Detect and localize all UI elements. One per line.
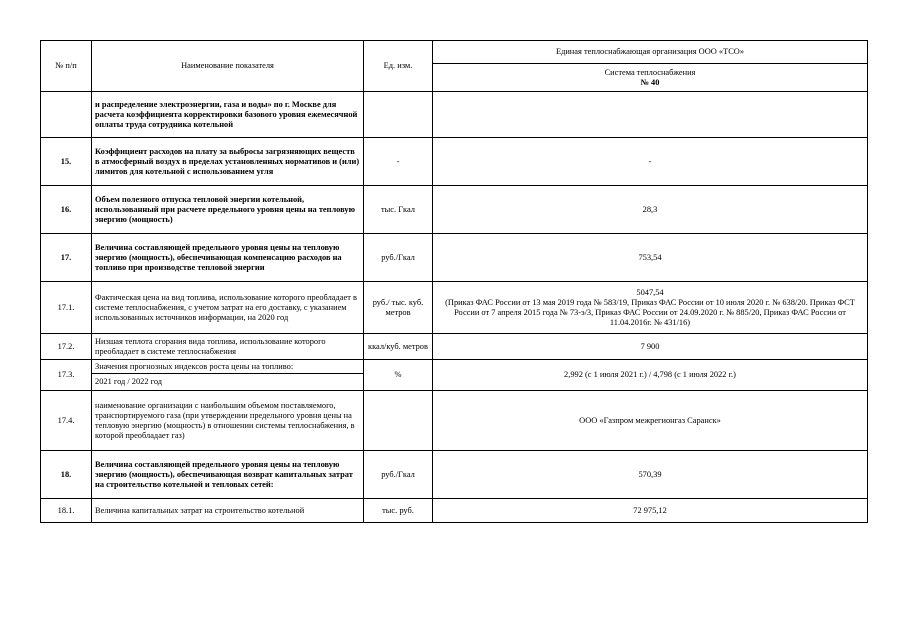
table-row bbox=[41, 334, 868, 360]
fuel-price-sources: (Приказ ФАС России от 13 мая 2019 года № 583/19, Приказ ФАС России от 10 июля 2020 г. № 638/20. Приказ ФСТ России от 7 апреля 2015 года № 73-э/3, Приказ ФАС России от 24.09.2020 г. № 885/20, Приказ ФАС России от 11.04.2016г. № 431/16) bbox=[445, 297, 855, 327]
row-value: ООО «Газпром межрегионгаз Саранск» bbox=[433, 391, 868, 451]
header-num: № п/п bbox=[41, 41, 92, 92]
row-name: Величина составляющей предельного уровня цены на тепловую энергию (мощность), обеспечивающая возврат капитальных затрат на строительство котельной и тепловых сетей: bbox=[92, 451, 364, 499]
row-name: Фактическая цена на вид топлива, использование которого преобладает в системе теплоснабжения, с учетом затрат на его доставку, с указанием использованных источников информации, на 2020 год bbox=[92, 282, 364, 334]
row-num: 17.2. bbox=[41, 334, 92, 360]
row-num bbox=[41, 92, 92, 138]
row-unit bbox=[364, 391, 433, 451]
header-name: Наименование показателя bbox=[92, 41, 364, 92]
row-num: 17.4. bbox=[41, 391, 92, 451]
row-value: 28,3 bbox=[433, 186, 868, 234]
row-name: Низшая теплота сгорания вида топлива, использование которого преобладает в системе теплоснабжения bbox=[92, 334, 364, 360]
table-row bbox=[41, 92, 868, 138]
row-unit: - bbox=[364, 138, 433, 186]
row-name-years: 2021 год / 2022 год bbox=[92, 374, 364, 391]
row-unit: руб./ тыс. куб. метров bbox=[364, 282, 433, 334]
table-row bbox=[41, 499, 868, 523]
row-value bbox=[433, 282, 868, 334]
row-name: Величина составляющей предельного уровня цены на тепловую энергию (мощность), обеспечивающая компенсацию расходов на топливо при производстве тепловой энергии bbox=[92, 234, 364, 282]
row-value: - bbox=[433, 138, 868, 186]
row-num: 17.3. bbox=[41, 360, 92, 391]
row-num: 15. bbox=[41, 138, 92, 186]
row-unit: тыс. Гкал bbox=[364, 186, 433, 234]
row-num: 16. bbox=[41, 186, 92, 234]
row-name: и распределение электроэнергии, газа и воды» по г. Москве для расчета коэффициента корректировки базового уровня ежемесячной оплаты труда сотрудника котельной bbox=[92, 92, 364, 138]
table-row bbox=[41, 138, 868, 186]
row-value: 7 900 bbox=[433, 334, 868, 360]
row-name: наименование организации с наибольшим объемом поставляемого, транспортируемого газа (при утверждении предельного уровня цены на тепловую энергию (мощность) в отношении системы теплоснабжения, в которой преобладает газ) bbox=[92, 391, 364, 451]
row-num: 17.1. bbox=[41, 282, 92, 334]
header-unit: Ед. изм. bbox=[364, 41, 433, 92]
table-row bbox=[41, 234, 868, 282]
table-row bbox=[41, 451, 868, 499]
row-value: 72 975,12 bbox=[433, 499, 868, 523]
row-num: 18. bbox=[41, 451, 92, 499]
fuel-price-value: 5047,54 bbox=[636, 287, 664, 297]
row-unit: ккал/куб. метров bbox=[364, 334, 433, 360]
row-unit: % bbox=[364, 360, 433, 391]
row-value: 570,39 bbox=[433, 451, 868, 499]
table-row bbox=[41, 391, 868, 451]
row-value bbox=[433, 92, 868, 138]
row-name: Объем полезного отпуска тепловой энергии котельной, использованный при расчете предельного уровня цены на тепловую энергию (мощность) bbox=[92, 186, 364, 234]
row-num: 18.1. bbox=[41, 499, 92, 523]
indicator-table bbox=[40, 40, 868, 523]
table-row bbox=[41, 186, 868, 234]
row-value: 753,54 bbox=[433, 234, 868, 282]
header-system-label: Система теплоснабжения bbox=[604, 67, 696, 77]
table-row bbox=[41, 282, 868, 334]
row-unit: тыс. руб. bbox=[364, 499, 433, 523]
header-system-num: № 40 bbox=[640, 77, 660, 87]
row-num: 17. bbox=[41, 234, 92, 282]
row-value: 2,992 (с 1 июля 2021 г.) / 4,798 (с 1 июля 2022 г.) bbox=[433, 360, 868, 391]
header-org: Единая теплоснабжающая организация ООО «ТСО» bbox=[433, 41, 868, 64]
row-name: Значения прогнозных индексов роста цены на топливо: bbox=[92, 360, 364, 374]
row-name: Коэффициент расходов на плату за выбросы загрязняющих веществ в атмосферный воздух в пределах установленных нормативов и (или) лимитов для котельной с использованием угля bbox=[92, 138, 364, 186]
header-system bbox=[433, 64, 868, 92]
row-unit bbox=[364, 92, 433, 138]
table-row bbox=[41, 360, 868, 374]
row-unit: руб./Гкал bbox=[364, 234, 433, 282]
row-name: Величина капитальных затрат на строительство котельной bbox=[92, 499, 364, 523]
row-unit: руб./Гкал bbox=[364, 451, 433, 499]
